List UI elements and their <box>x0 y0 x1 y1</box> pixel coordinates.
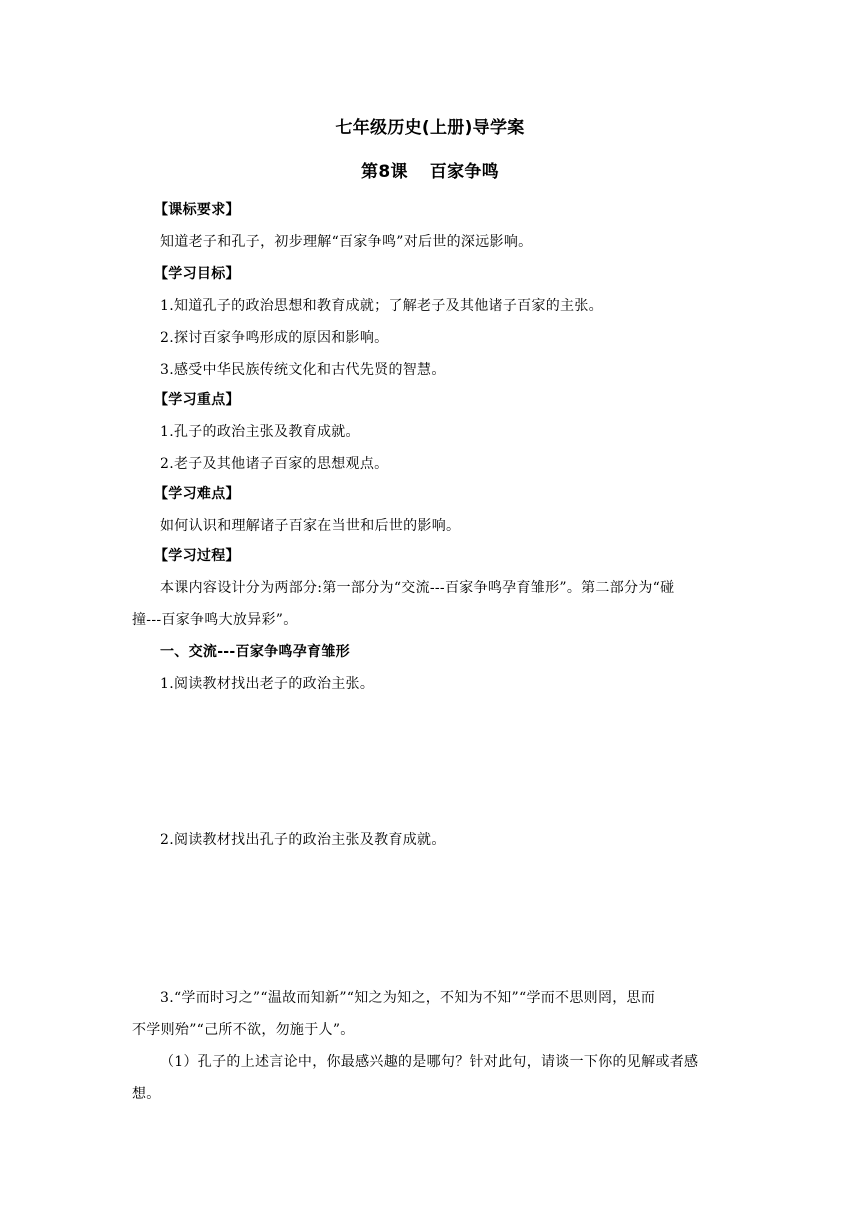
lesson-number: 第8课 <box>361 162 408 182</box>
section-heading-mubiao: 【学习目标】 <box>154 266 240 282</box>
question-2: 2.阅读教材找出孔子的政治主张及教育成就。 <box>160 832 446 848</box>
section-heading-zhongdian: 【学习重点】 <box>154 392 240 408</box>
part-1-heading: 一、交流---百家争鸣孕育雏形 <box>160 644 350 660</box>
mubiao-item-2: 2.探讨百家争鸣形成的原因和影响。 <box>160 330 389 346</box>
question-3-line-1: 3.“学而时习之”“温故而知新”“知之为知之，不知为不知”“学而不思则罔，思而 <box>160 990 656 1006</box>
question-1: 1.阅读教材找出老子的政治主张。 <box>160 676 375 692</box>
section-heading-kebiao: 【课标要求】 <box>154 202 240 218</box>
guocheng-intro-line-1: 本课内容设计分为两部分:第一部分为“交流---百家争鸣孕育雏形”。第二部分为“碰 <box>160 580 675 596</box>
nandian-text: 如何认识和理解诸子百家在当世和后世的影响。 <box>160 518 461 534</box>
section-heading-nandian: 【学习难点】 <box>154 486 240 502</box>
question-3-sub-line-2: 想。 <box>132 1086 161 1102</box>
mubiao-item-1: 1.知道孔子的政治思想和教育成就；了解老子及其他诸子百家的主张。 <box>160 298 603 314</box>
lesson-title <box>0 160 860 184</box>
guocheng-intro-line-2: 撞---百家争鸣大放异彩”。 <box>132 612 298 628</box>
zhongdian-item-1: 1.孔子的政治主张及教育成就。 <box>160 424 360 440</box>
question-3-line-2: 不学则殆”“己所不欲，勿施于人”。 <box>132 1022 355 1038</box>
section-heading-guocheng: 【学习过程】 <box>154 548 240 564</box>
question-3-sub-line-1: （1）孔子的上述言论中，你最感兴趣的是哪句？针对此句，请谈一下你的见解或者感 <box>160 1054 699 1070</box>
document-title: 七年级历史(上册)导学案 <box>335 118 525 138</box>
mubiao-item-3: 3.感受中华民族传统文化和古代先贤的智慧。 <box>160 362 446 378</box>
lesson-name: 百家争鸣 <box>429 162 499 182</box>
kebiao-text: 知道老子和孔子，初步理解“百家争鸣”对后世的深远影响。 <box>160 234 533 250</box>
zhongdian-item-2: 2.老子及其他诸子百家的思想观点。 <box>160 456 389 472</box>
